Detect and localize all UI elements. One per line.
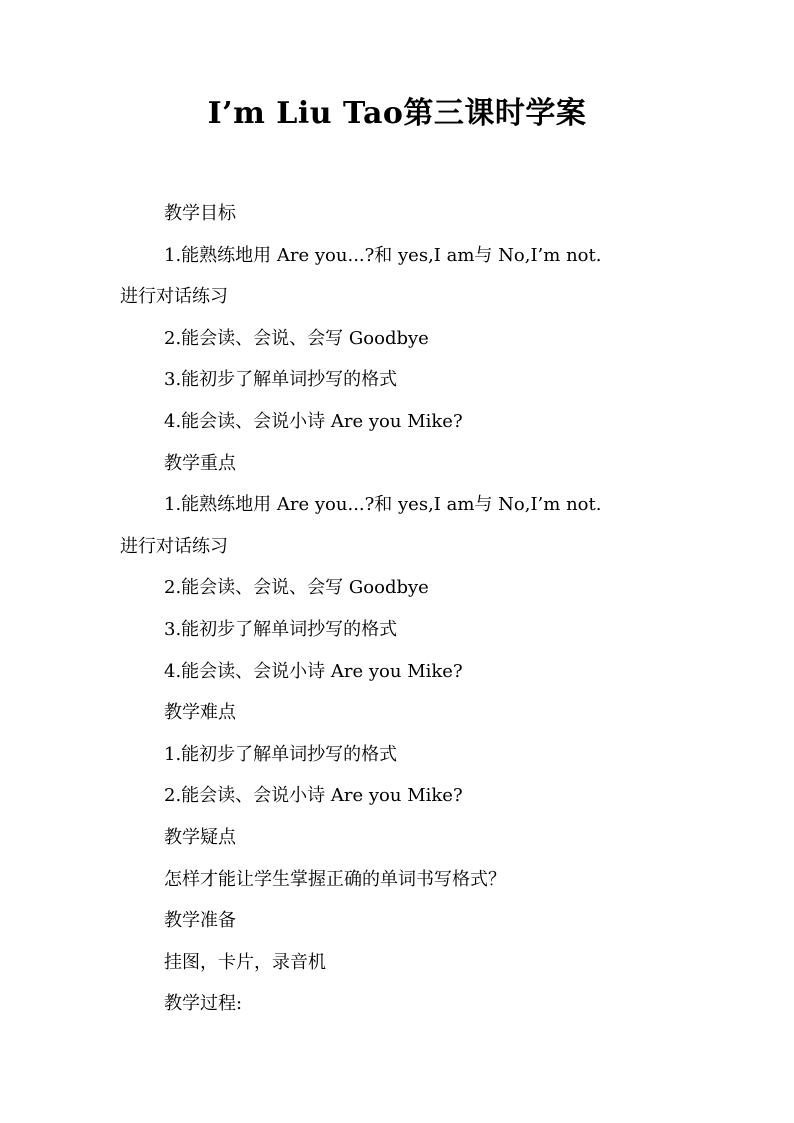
- document-line: 进行对话练习: [120, 286, 228, 308]
- document-line: 1.能初步了解单词抄写的格式: [164, 743, 398, 765]
- document-line: 教学目标: [164, 203, 236, 224]
- document-title: I’m Liu Tao第三课时学案: [207, 96, 587, 131]
- document-line: 2.能会读、会说小诗 Are you Mike?: [164, 785, 463, 807]
- document-line: 教学准备: [164, 910, 236, 932]
- document-line: 3.能初步了解单词抄写的格式: [164, 618, 398, 640]
- document-line: 4.能会读、会说小诗 Are you Mike?: [164, 410, 463, 432]
- document-body: [120, 193, 680, 1025]
- document-line: 教学过程:: [164, 993, 243, 1015]
- document-line: 怎样才能让学生掌握正确的单词书写格式？: [164, 868, 506, 890]
- document-line: 2.能会读、会说、会写 Goodbye: [164, 327, 429, 349]
- document-line: 1.能熟练地用 Are you...?和 yes,I am与 No,I’m not.: [164, 244, 602, 266]
- document-line: 教学疑点: [164, 826, 236, 848]
- document-line: 教学难点: [164, 702, 236, 724]
- document-line: 3.能初步了解单词抄写的格式: [164, 369, 398, 391]
- document-line: 教学重点: [164, 452, 236, 474]
- document-line: 4.能会读、会说小诗 Are you Mike?: [164, 660, 463, 682]
- document-line: 挂图，卡片，录音机: [164, 951, 326, 973]
- document-line: 进行对话练习: [120, 535, 228, 557]
- document-line: 2.能会读、会说、会写 Goodbye: [164, 577, 429, 599]
- document-line: 1.能熟练地用 Are you...?和 yes,I am与 No,I’m not.: [164, 494, 602, 516]
